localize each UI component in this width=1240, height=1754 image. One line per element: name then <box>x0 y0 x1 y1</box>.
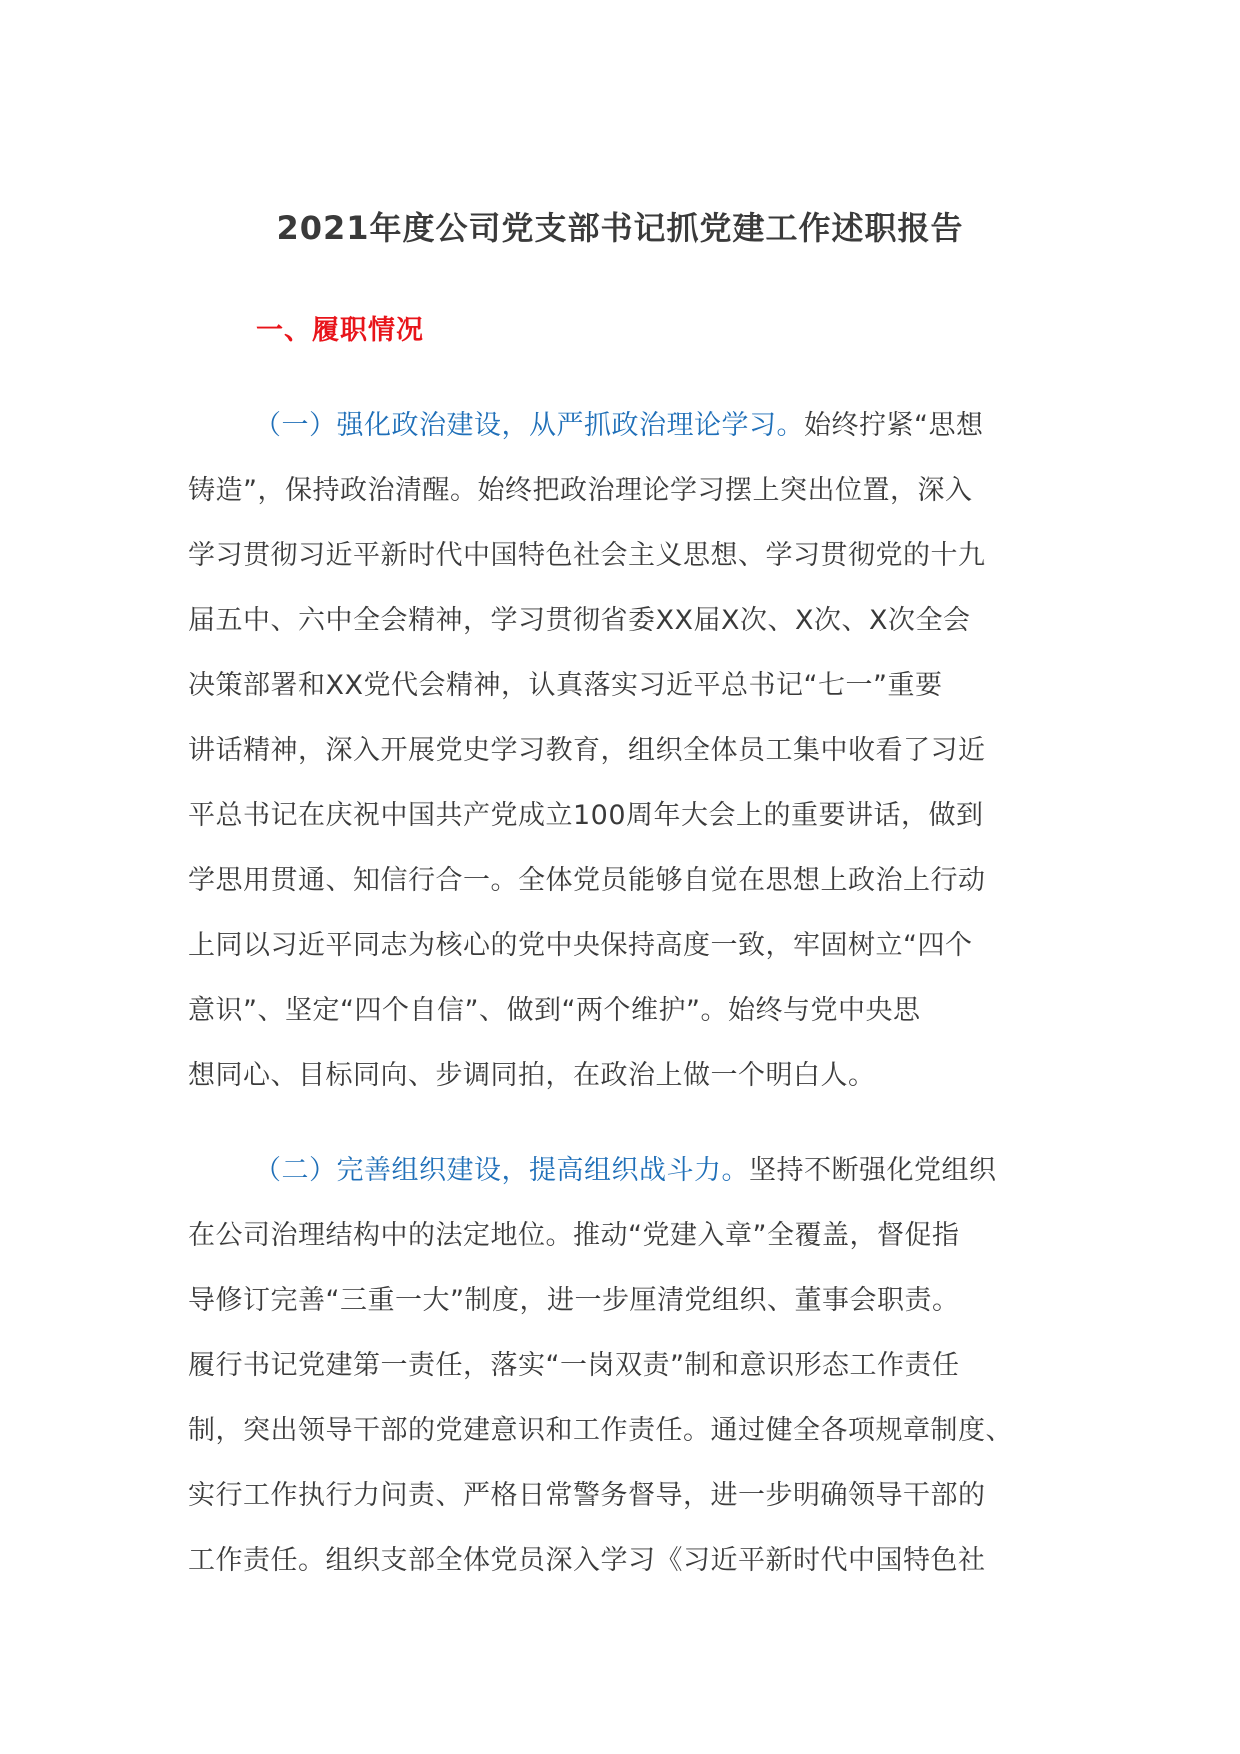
paragraph-organization-building <box>188 1138 1048 1593</box>
paragraph-line <box>188 393 1048 458</box>
subsection-heading: （一）强化政治建设，从严抓政治理论学习。 <box>254 410 804 441</box>
paragraph-line: 工作责任。组织支部全体党员深入学习《习近平新时代中国特色社 <box>188 1545 986 1576</box>
paragraph-line: 意识”、坚定“四个自信”、做到“两个维护”。始终与党中央思 <box>188 995 921 1026</box>
subsection-heading: （二）完善组织建设，提高组织战斗力。 <box>254 1155 749 1186</box>
paragraph-line: 上同以习近平同志为核心的党中央保持高度一致，牢固树立“四个 <box>188 930 973 961</box>
paragraph-line: 在公司治理结构中的法定地位。推动“党建入章”全覆盖，督促指 <box>188 1220 960 1251</box>
paragraph-text: 坚持不断强化党组织 <box>749 1155 997 1186</box>
paragraph-line: 学习贯彻习近平新时代中国特色社会主义思想、学习贯彻党的十九 <box>188 540 986 571</box>
paragraph-line: 履行书记党建第一责任，落实“一岗双责”制和意识形态工作责任 <box>188 1350 960 1381</box>
document-title: 2021年度公司党支部书记抓党建工作述职报告 <box>276 209 964 247</box>
paragraph-line <box>188 1138 1048 1203</box>
paragraph-line: 决策部署和XX党代会精神，认真落实习近平总书记“七一”重要 <box>188 670 943 701</box>
paragraph-line: 讲话精神，深入开展党史学习教育，组织全体员工集中收看了习近 <box>188 735 986 766</box>
section-heading: 一、履职情况 <box>256 315 424 346</box>
paragraph-line: 想同心、目标同向、步调同拍，在政治上做一个明白人。 <box>188 1060 876 1091</box>
paragraph-line: 制，突出领导干部的党建意识和工作责任。通过健全各项规章制度、 <box>188 1415 1013 1446</box>
paragraph-line: 导修订完善“三重一大”制度，进一步厘清党组织、董事会职责。 <box>188 1285 960 1316</box>
paragraph-line: 实行工作执行力问责、严格日常警务督导，进一步明确领导干部的 <box>188 1480 986 1511</box>
paragraph-line: 学思用贯通、知信行合一。全体党员能够自觉在思想上政治上行动 <box>188 865 986 896</box>
paragraph-line: 平总书记在庆祝中国共产党成立100周年大会上的重要讲话，做到 <box>188 800 984 831</box>
paragraph-political-building <box>188 393 1048 1108</box>
paragraph-line: 届五中、六中全会精神，学习贯彻省委XX届X次、X次、X次全会 <box>188 605 971 636</box>
paragraph-line: 铸造”，保持政治清醒。始终把政治理论学习摆上突出位置，深入 <box>188 475 973 506</box>
paragraph-text: 始终拧紧“思想 <box>804 410 984 441</box>
